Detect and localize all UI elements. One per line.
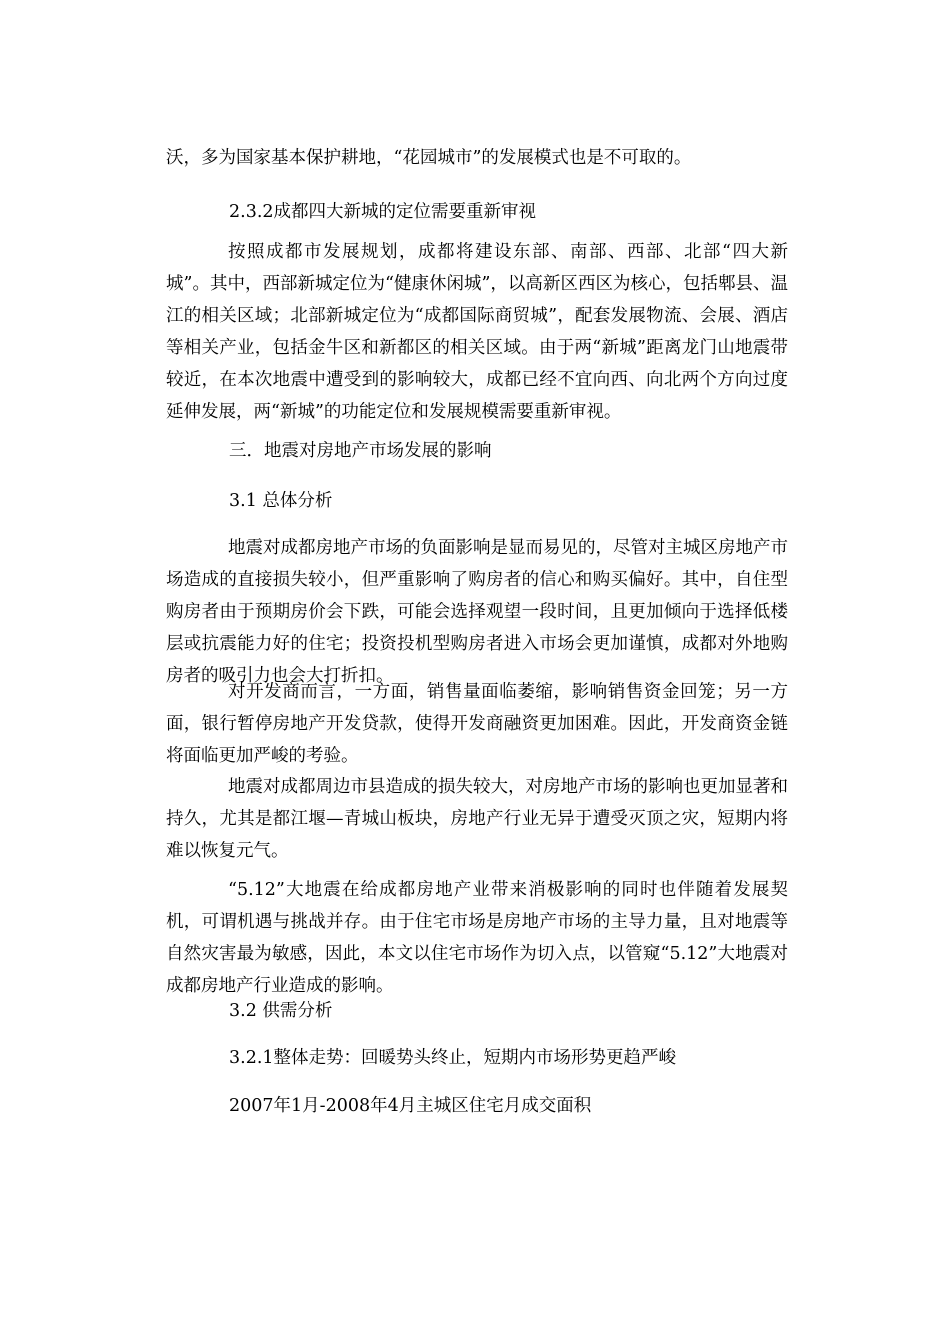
paragraph-surrounding-counties: 地震对成都周边市县造成的损失较大，对房地产市场的影响也更加显著和持久，尤其是都江堰—青城山板块，房地产行业无异于遭受灭顶之灾，短期内将难以恢复元气。	[166, 777, 788, 861]
paragraph-opportunities: “5.12”大地震在给成都房地产业带来消极影响的同时也伴随着发展契机，可谓机遇与挑战并存。由于住宅市场是房地产市场的主导力量，且对地震等自然灾害最为敏感，因此，本文以住宅市场作为切入点，以管窥“5.12”大地震对成都房地产行业造成的影响。	[166, 880, 788, 996]
paragraph-developers: 对开发商而言，一方面，销售量面临萎缩，影响销售资金回笼；另一方面，银行暂停房地产开发贷款，使得开发商融资更加困难。因此，开发商资金链将面临更加严峻的考验。	[166, 682, 788, 766]
section-heading-2-3-2: 2.3.2成都四大新城的定位需要重新审视	[229, 202, 537, 222]
paragraph-overall-impact: 地震对成都房地产市场的负面影响是显而易见的，尽管对主城区房地产市场造成的直接损失较小，但严重影响了购房者的信心和购买偏好。其中，自住型购房者由于预期房价会下跌，可能会选择观望一段时间，且更加倾向于选择低楼层或抗震能力好的住宅；投资投机型购房者进入市场会更加谨慎，成都对外地购房者的吸引力也会大打折扣。	[166, 538, 788, 686]
chapter-heading-3: 三．地震对房地产市场发展的影响	[229, 441, 492, 461]
section-heading-3-2: 3.2 供需分析	[229, 1001, 333, 1021]
section-heading-3-2-1: 3.2.1整体走势：回暖势头终止，短期内市场形势更趋严峻	[229, 1048, 677, 1068]
paragraph-continuation: 沃，多为国家基本保护耕地，“花园城市”的发展模式也是不可取的。	[166, 148, 692, 168]
section-heading-3-1: 3.1 总体分析	[229, 491, 333, 511]
paragraph-new-cities: 按照成都市发展规划，成都将建设东部、南部、西部、北部“四大新城”。其中，西部新城定位为“健康休闲城”，以高新区西区为核心，包括郫县、温江的相关区域；北部新城定位为“成都国际商贸城”，配套发展物流、会展、酒店等相关产业，包括金牛区和新都区的相关区域。由于两“新城”距离龙门山地震带较近，在本次地震中遭受到的影响较大，成都已经不宜向西、向北两个方向过度延伸发展，两“新城”的功能定位和发展规模需要重新审视。	[166, 242, 788, 422]
figure-caption: 2007年1月-2008年4月主城区住宅月成交面积	[229, 1096, 592, 1116]
